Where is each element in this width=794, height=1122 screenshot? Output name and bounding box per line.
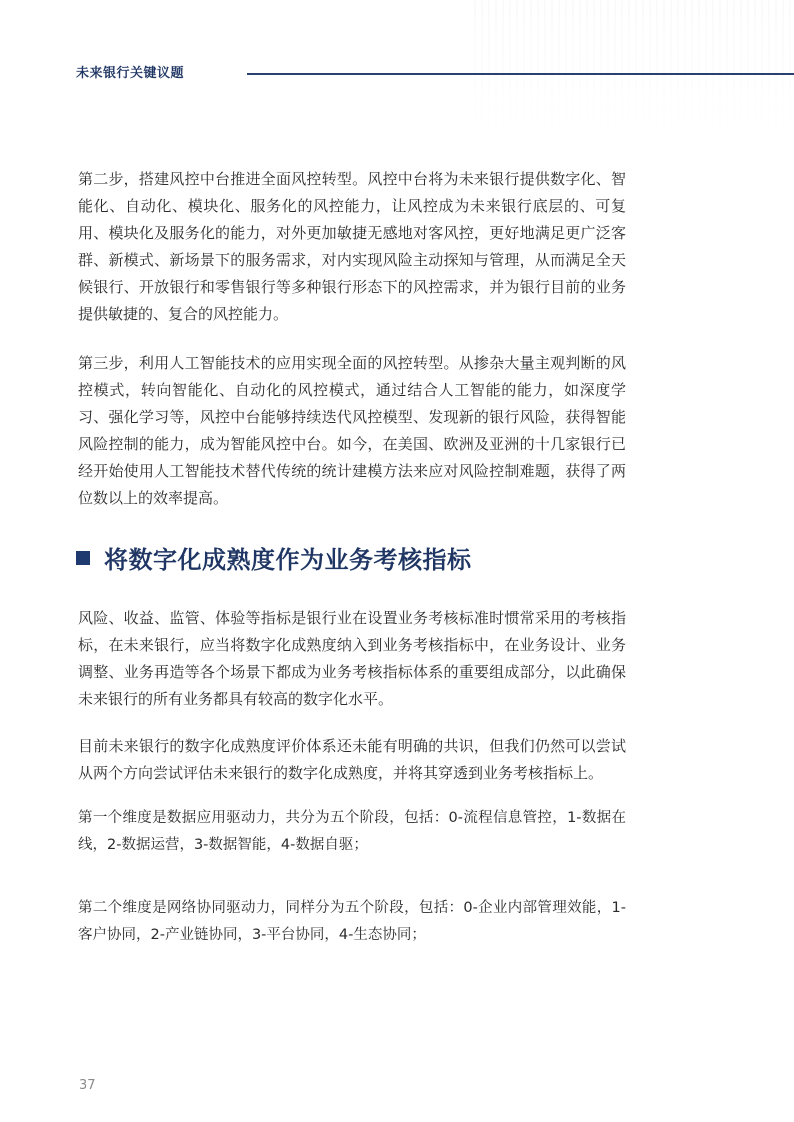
page-number: 37 [79, 1078, 96, 1093]
page-content [78, 166, 626, 949]
paragraph-dimension-two: 第二个维度是网络协同驱动力，同样分为五个阶段，包括：0-企业内部管理效能，1-客户协同，2-产业链协同，3-平台协同，4-生态协同； [78, 900, 626, 943]
paragraph-step-two: 第二步，搭建风控中台推进全面风控转型。风控中台将为未来银行提供数字化、智能化、自动化、模块化、服务化的风控能力，让风控成为未来银行底层的、可复用、模块化及服务化的能力，对外更加敏捷无感地对客风控，更好地满足更广泛客群、新模式、新场景下的服务需求，对内实现风险主动探知与管理，从而满足全天候银行、开放银行和零售银行等多种银行形态下的风控需求，并为银行目前的业务提供敏捷的、复合的风控能力。 [78, 170, 626, 323]
header-decoration [474, 0, 794, 140]
section-title: 将数字化成熟度作为业务考核指标 [104, 546, 472, 574]
paragraph-step-three: 第三步，利用人工智能技术的应用实现全面的风控转型。从掺杂大量主观判断的风控模式，转向智能化、自动化的风控模式，通过结合人工智能的能力，如深度学习、强化学习等，风控中台能够持续迭代风控模型、发现新的银行风险，获得智能风险控制的能力，成为智能风控中台。如今，在美国、欧洲及亚洲的十几家银行已经开始使用人工智能技术替代传统的统计建模方法来应对风险控制难题，获得了两位数以上的效率提高。 [78, 354, 626, 507]
running-header-title: 未来银行关键议题 [76, 66, 185, 81]
square-bullet-icon [76, 551, 90, 565]
section-heading [76, 540, 626, 575]
paragraph-kpi-intro: 风险、收益、监管、体验等指标是银行业在设置业务考核标准时惯常采用的考核指标，在未来银行，应当将数字化成熟度纳入到业务考核指标中，在业务设计、业务调整、业务再造等各个场景下都成为业务考核指标体系的重要组成部分，以此确保未来银行的所有业务都具有较高的数字化水平。 [78, 609, 626, 708]
paragraph-maturity-assessment: 目前未来银行的数字化成熟度评价体系还未能有明确的共识，但我们仍然可以尝试从两个方向尝试评估未来银行的数字化成熟度，并将其穿透到业务考核指标上。 [78, 737, 626, 782]
header-rule [247, 73, 794, 75]
paragraph-dimension-one: 第一个维度是数据应用驱动力，共分为五个阶段，包括：0-流程信息管控，1-数据在线，2-数据运营，3-数据智能，4-数据自驱； [78, 810, 626, 853]
